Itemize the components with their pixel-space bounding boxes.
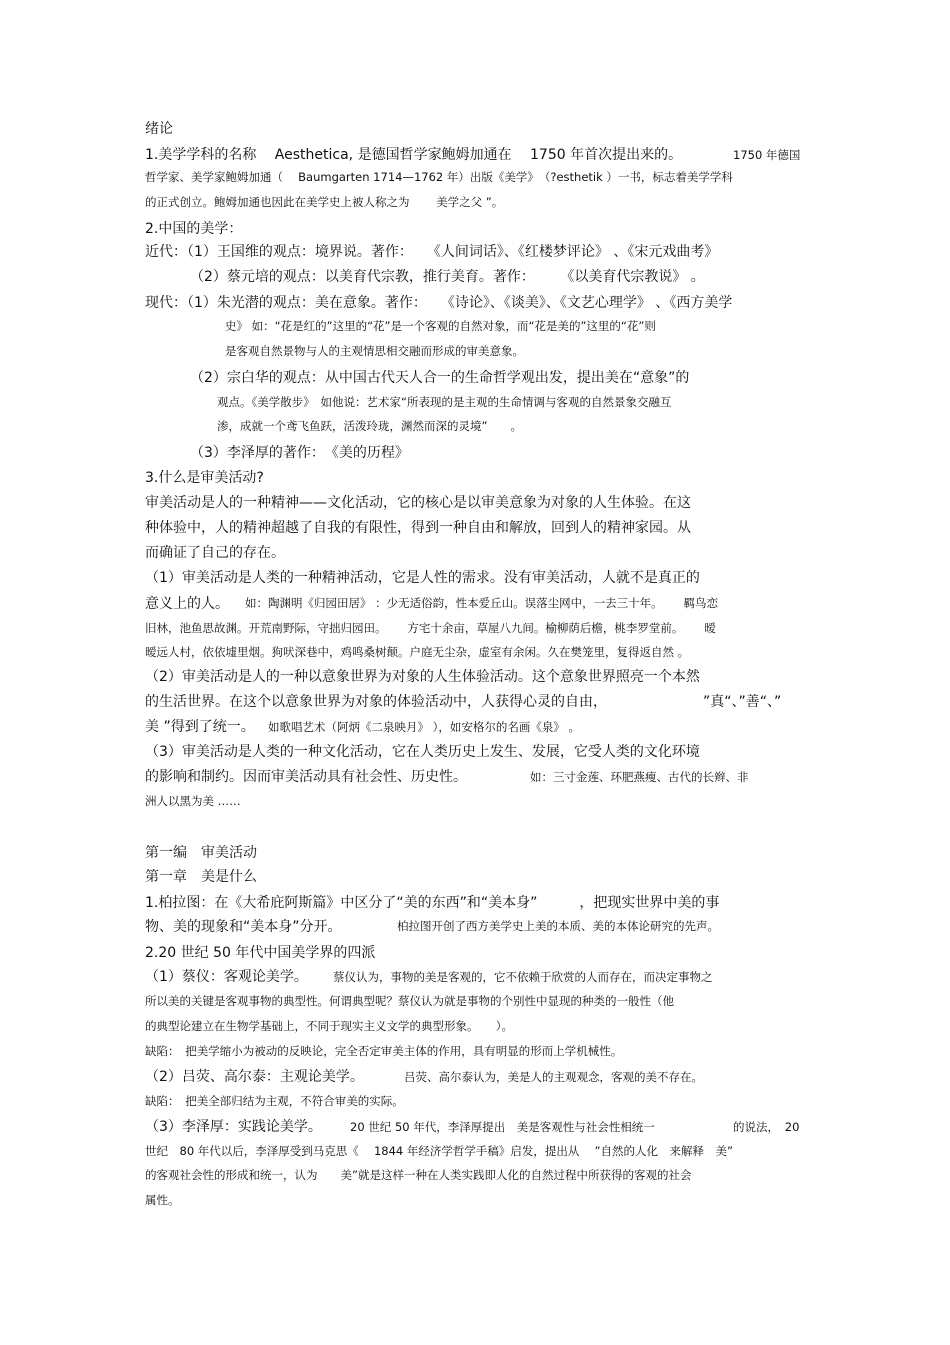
paragraph-line: 而确证了自己的存在。 xyxy=(145,545,285,561)
paragraph-line: 史》 如：“花是红的”这里的“花”是一个客观的自然对象，而“花是美的”这里的“花”则 xyxy=(225,319,656,333)
paragraph-line: 如歌唱艺术（阿炳《二泉映月》 ），如安格尔的名画《泉》 。 xyxy=(268,720,581,734)
paragraph-line: 暧远人村，依依墟里烟。狗吠深巷中，鸡鸣桑树颠。户庭无尘杂，虚室有余闲。久在樊笼里，复得返自然 。 xyxy=(145,645,690,659)
paragraph-line: 意义上的人。 xyxy=(145,596,229,612)
paragraph-line: 如：三寸金莲、环肥燕瘦、古代的长辫、非 xyxy=(530,770,749,784)
paragraph-line: 所以美的关键是客观事物的典型性。何谓典型呢？蔡仪认为就是事物的个别性中显现的种类的一般性（他 xyxy=(145,994,674,1008)
paragraph-line: 美 ”得到了统一。 xyxy=(145,719,255,735)
paragraph-line: （2）蔡元培的观点：以美育代宗教，推行美育。著作： 《以美育代宗教说》 。 xyxy=(190,269,705,285)
paragraph-line: （2）吕荧、高尔泰：主观论美学。 xyxy=(145,1069,364,1085)
paragraph-line: 1750 年德国 xyxy=(733,148,801,162)
paragraph-line: （2）审美活动是人的一种以意象世界为对象的人生体验活动。这个意象世界照亮一个本然 xyxy=(145,669,700,685)
paragraph-line: 观点。《美学散步》 如他说：艺术家“所表现的是主观的生命情调与客观的自然景象交融互 xyxy=(217,395,672,409)
paragraph-line: 的客观社会性的形成和统一，认为 美”就是这样一种在人类实践即人化的自然过程中所获得的客观的社会 xyxy=(145,1168,692,1182)
paragraph-line: 种体验中，人的精神超越了自我的有限性，得到一种自由和解放，回到人的精神家园。从 xyxy=(145,520,691,536)
chapter-heading: 第一章 美是什么 xyxy=(145,869,257,885)
paragraph-line: 洲人以黑为美 …… xyxy=(145,794,241,808)
paragraph-line: （1）蔡仪：客观论美学。 xyxy=(145,969,308,985)
paragraph-line: 哲学家、美学家鲍姆加通（ Baumgarten 1714—1762 年）出版《美学》 （?esthetik ）一书，标志着美学学科 xyxy=(145,170,733,184)
paragraph-line: 的说法， 20 xyxy=(733,1120,800,1134)
paragraph-line: 的正式创立。鲍姆加通也因此在美学史上被人称之为 美学之父 ”。 xyxy=(145,195,504,209)
paragraph-line: （3）李泽厚：实践论美学。 xyxy=(145,1119,322,1135)
paragraph-line: 现代：（1）朱光潜的观点：美在意象。著作： 《诗论》、《谈美》、《文艺心理学》 、《西方美学 xyxy=(145,295,733,311)
paragraph-line: 的影响和制约。因而审美活动具有社会性、历史性。 xyxy=(145,769,467,785)
paragraph-line: 缺陷： 把美学缩小为被动的反映论，完全否定审美主体的作用，具有明显的形而上学机械性。 xyxy=(145,1044,623,1058)
paragraph-line: （3）审美活动是人类的一种文化活动，它在人类历史上发生、发展，它受人类的文化环境 xyxy=(145,744,700,760)
paragraph-line: 是客观自然景物与人的主观情思相交融而形成的审美意象。 xyxy=(225,344,524,358)
section-heading: 3.什么是审美活动? xyxy=(145,470,264,486)
paragraph-line: 近代：（1）王国维的观点：境界说。著作： 《人间词话》、《红楼梦评论》 、《宋元戏曲考》 xyxy=(145,244,719,260)
paragraph-line: 的典型论建立在生物学基础上，不同于现实主义文学的典型形象。 ）。 xyxy=(145,1019,513,1033)
paragraph-line: 旧林，池鱼思故渊。开荒南野际，守拙归园田。 方宅十余亩，草屋八九间。榆柳荫后檐，桃李罗堂前。 暧 xyxy=(145,621,716,635)
paragraph-line: 吕荧、高尔泰认为，美是人的主观观念，客观的美不存在。 xyxy=(404,1070,703,1084)
paragraph-line: （2）宗白华的观点：从中国古代天人合一的生命哲学观出发，提出美在“意象”的 xyxy=(190,370,690,386)
paragraph-line: 审美活动是人的一种精神——文化活动，它的核心是以审美意象为对象的人生体验。在这 xyxy=(145,495,691,511)
paragraph-line: 1.柏拉图：在《大希庇阿斯篇》中区分了“美的东西”和“美本身” ，把现实世界中美的事 xyxy=(145,895,720,911)
paragraph-line: 的生活世界。在这个以意象世界为对象的体验活动中，人获得心灵的自由， xyxy=(145,694,607,710)
paragraph-line: 世纪 80 年代以后，李泽厚受到马克思《 1844 年经济学哲学手稿》启发，提出从 ”自然的人化 来解释 美” xyxy=(145,1144,733,1158)
section-heading: 2.中国的美学： xyxy=(145,221,243,237)
paragraph-line: 渗，成就一个鸢飞鱼跃，活泼玲珑，渊然而深的灵境” 。 xyxy=(217,419,522,433)
intro-heading: 绪论 xyxy=(145,121,173,137)
part-heading: 第一编 审美活动 xyxy=(145,845,257,861)
paragraph-line: 20 世纪 50 年代，李泽厚提出 美是客观性与社会性相统一 xyxy=(350,1120,655,1134)
paragraph-line: （3）李泽厚的著作： 《美的历程》 xyxy=(190,445,409,461)
paragraph-line: （1）审美活动是人类的一种精神活动，它是人性的需求。没有审美活动，人就不是真正的 xyxy=(145,570,700,586)
paragraph-line: 柏拉图开创了西方美学史上美的本质、美的本体论研究的先声。 xyxy=(397,919,719,933)
paragraph-line: 2.20 世纪 50 年代中国美学界的四派 xyxy=(145,945,376,961)
paragraph-line: 属性。 xyxy=(145,1193,180,1207)
paragraph-line: 蔡仪认为，事物的美是客观的，它不依赖于欣赏的人而存在，而决定事物之 xyxy=(333,970,713,984)
paragraph-line: ”真“、”善“、” xyxy=(703,694,782,710)
paragraph-line: 缺陷： 把美全部归结为主观，不符合审美的实际。 xyxy=(145,1094,404,1108)
paragraph-line: 1.美学学科的名称 Aesthetica, 是德国哲学家鲍姆加通在 1750 年首次提出来的。 xyxy=(145,147,683,163)
paragraph-line: 物、美的现象和“美本身”分开。 xyxy=(145,919,342,935)
paragraph-line: 如：陶渊明《归园田居》 ：少无适俗韵，性本爱丘山。误落尘网中，一去三十年。 羁鸟恋 xyxy=(245,596,719,610)
